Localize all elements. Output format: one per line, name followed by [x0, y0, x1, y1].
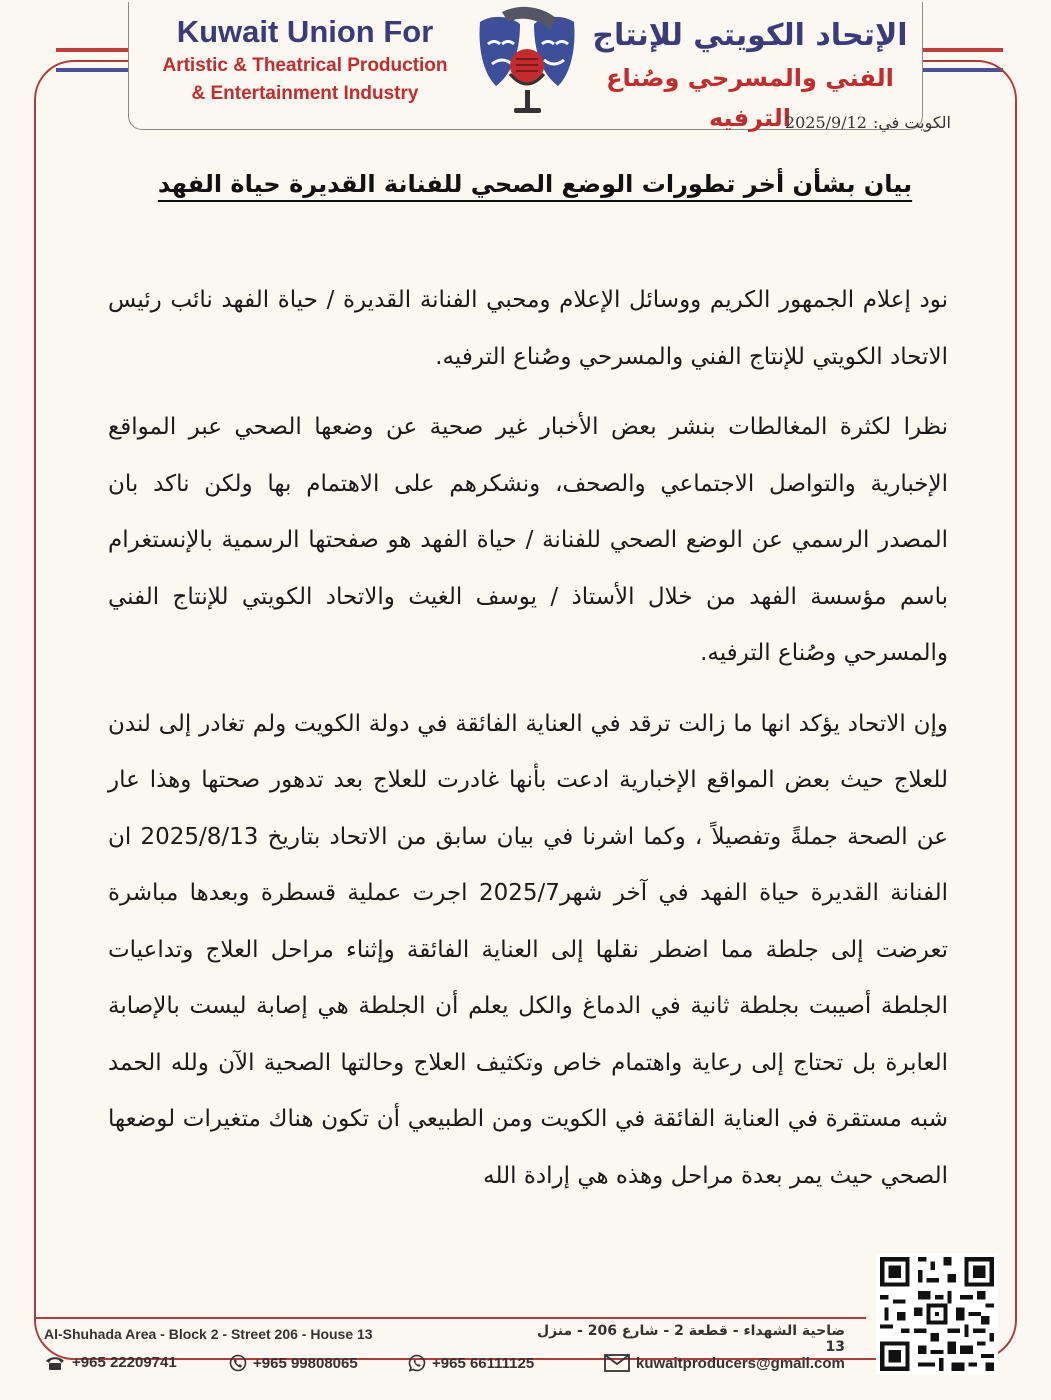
- phone-icon: [229, 1354, 247, 1372]
- top-stripe-red-left: [56, 48, 128, 52]
- document-date: [779, 113, 951, 132]
- english-organization-name: [140, 12, 470, 108]
- english-name-line1: Kuwait Union For: [176, 14, 434, 49]
- date-label: الكويت في:: [872, 113, 951, 132]
- date-value: 2025/9/12: [784, 113, 867, 132]
- arabic-name-line2: الفني والمسرحي وصُناع الترفيه: [606, 64, 894, 132]
- arabic-name-line1: الإتحاد الكويتي للإنتاج: [592, 18, 908, 53]
- telephone-number: +965 22209741: [72, 1354, 177, 1371]
- telephone-icon: [44, 1355, 66, 1371]
- mail-icon: [604, 1354, 630, 1372]
- statement-title-text: بيان بشأن أخر تطورات الوضع الصحي للفنانة القديرة حياة الفهد: [157, 170, 913, 198]
- paragraph-2: نظرا لكثرة المغالطات بنشر بعض الأخبار غير صحية عن وضعها الصحي عبر المواقع الإخبارية والتواصل الاجتماعي والصحف، ونشكرهم على الاهتمام بها ولكن ناكد بان المصدر الرسمي عن الوضع الصحي للفنانة / حياة الفهد هو صفحتها الرسمية بالإنستغرام باسم مؤسسة الفهد من خلال الأستاذ / يوسف الغيث والاتحاد الكويتي للإنتاج الفني والمسرحي وصُناع الترفيه.: [108, 414, 948, 666]
- english-name-line2: Artistic & Theatrical Production: [162, 55, 448, 76]
- statement-body: [108, 272, 948, 1218]
- top-stripe-red-right: [923, 48, 1003, 52]
- whatsapp-number: +965 66111125: [432, 1354, 535, 1372]
- masks-camera-microphone-logo: [472, 4, 582, 126]
- paragraph-1: نود إعلام الجمهور الكريم ووسائل الإعلام ومحبي الفنانة القديرة / حياة الفهد نائب رئيس الاتحاد الكويتي للإنتاج الفني والمسرحي وصُناع الترفيه.: [108, 287, 948, 370]
- english-name-line3: & Entertainment Industry: [191, 83, 419, 104]
- contact-telephone[interactable]: [44, 1354, 177, 1371]
- address-english: Al-Shuhada Area - Block 2 - Street 206 - House 13: [44, 1326, 373, 1342]
- mobile-number: +965 99808065: [253, 1354, 358, 1372]
- whatsapp-icon: [408, 1354, 426, 1372]
- qr-code: [876, 1253, 998, 1375]
- contact-mobile[interactable]: [229, 1354, 358, 1372]
- statement-title: [150, 170, 920, 198]
- paragraph-3: وإن الاتحاد يؤكد انها ما زالت ترقد في العناية الفائقة في دولة الكويت ولم تغادر إلى لندن للعلاج حيث بعض المواقع الإخبارية ادعت بأنها غادرت للعلاج بعد تدهور صحتها وهذا عار عن الصحة جملةً وتفصيلاً ، وكما اشرنا في بيان سابق من الاتحاد بتاريخ 2025/8/13 ان الفنانة القديرة حياة الفهد في آخر شهر2025/7 اجرت عملية قسطرة وبعدها مباشرة تعرضت إلى جلطة مما اضطر نقلها إلى العناية الفائقة وإثناء مراحل العلاج وتداعيات الجلطة أصيبت بجلطة ثانية في الدماغ والكل يعلم أن الجلطة هي إصابة ليست بالإصابة العابرة بل تحتاج إلى رعاية واهتمام خاص وتكثيف العلاج وحالتها الصحية الآن ولله الحمد شبه مستقرة في العناية الفائقة في الكويت ومن الطبيعي أن تكون هناك متغيرات لوضعها الصحي حيث يمر بعدة مراحل وهذه هي إرادة الله: [108, 710, 948, 1189]
- address-arabic: ضاحية الشهداء - قطعة 2 - شارع 206 - منزل 13: [536, 1323, 845, 1355]
- footer-divider: [36, 1317, 866, 1319]
- email-address: kuwaitproducers@gmail.com: [636, 1354, 845, 1372]
- contact-whatsapp[interactable]: [408, 1354, 534, 1372]
- contact-email[interactable]: [604, 1354, 845, 1372]
